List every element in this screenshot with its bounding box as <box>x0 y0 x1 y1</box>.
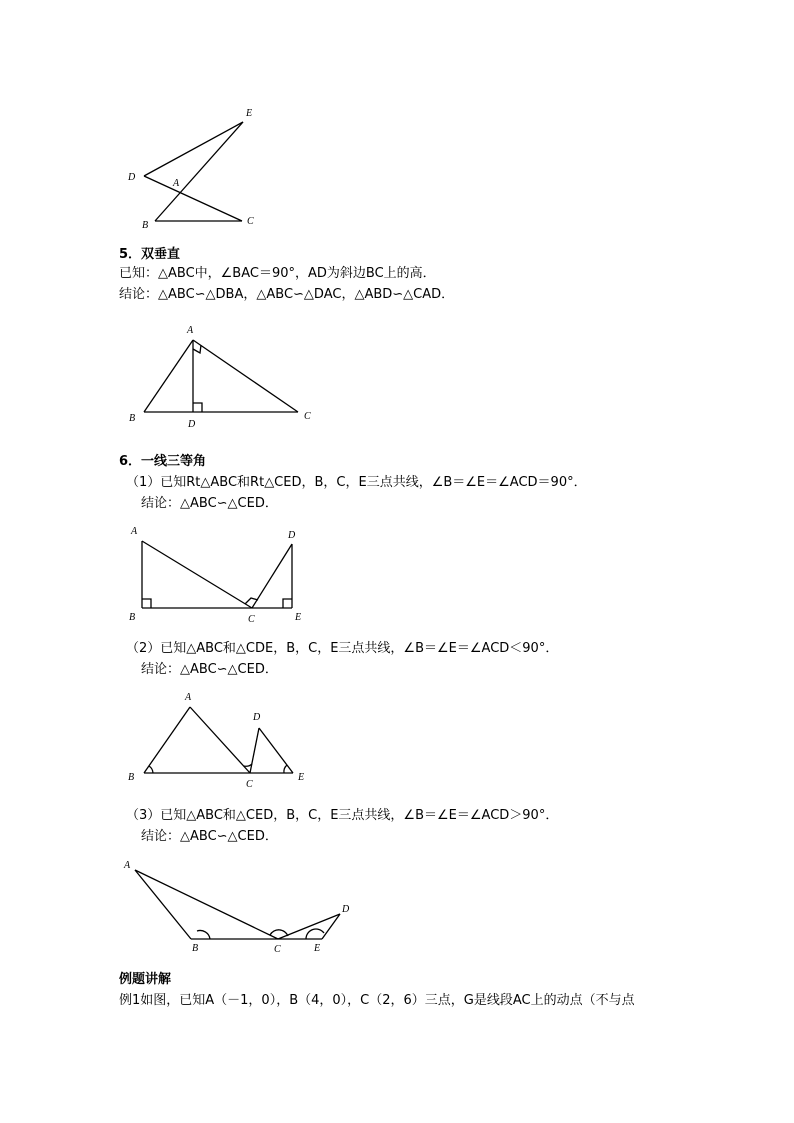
label-D: D <box>128 172 136 183</box>
section-5-conclusion: 结论：△ABC∽△DBA，△ABC∽△DAC，△ABD∽△CAD． <box>119 287 455 302</box>
label-A: A <box>173 178 180 189</box>
segment-AB <box>135 870 191 939</box>
label-C: C <box>247 216 254 227</box>
label-A: A <box>124 860 131 871</box>
label-B: B <box>142 220 149 231</box>
label-E: E <box>246 108 253 119</box>
label-E: E <box>314 943 321 954</box>
label-B: B <box>192 943 199 954</box>
example-1-text: 例1如图，已知A（－1，0），B（4，0），C（2，6）三点，G是线段AC上的动点（不与点 <box>119 993 635 1008</box>
label-A: A <box>187 325 194 336</box>
section-6-part2-known: （2）已知△ABC和△CDE，B，C，E三点共线，∠B＝∠E＝∠ACD＜90°． <box>126 641 559 656</box>
label-E: E <box>295 612 302 623</box>
section-6-part3-conclusion: 结论：△ABC∽△CED． <box>141 829 278 844</box>
example-heading: 例题讲解 <box>119 972 172 987</box>
label-B: B <box>129 612 136 623</box>
section-6-part1-known: （1）已知Rt△ABC和Rt△CED，B，C，E三点共线，∠B＝∠E＝∠ACD＝90°． <box>126 475 587 490</box>
label-D: D <box>288 530 296 541</box>
label-C: C <box>246 779 253 790</box>
label-A: A <box>131 526 138 537</box>
section-6-heading: 6．一线三等角 <box>119 454 207 469</box>
section-5-heading: 5．双垂直 <box>119 247 181 262</box>
label-D: D <box>188 419 196 430</box>
section-6-part1-conclusion: 结论：△ABC∽△CED． <box>141 496 278 511</box>
angle-mark-B <box>197 931 210 939</box>
label-D: D <box>342 904 350 915</box>
label-B: B <box>129 413 136 424</box>
label-C: C <box>304 411 311 422</box>
label-C: C <box>274 944 281 955</box>
angle-mark-E <box>306 929 324 939</box>
label-E: E <box>298 772 305 783</box>
section-5-known: 已知：△ABC中，∠BAC＝90°，AD为斜边BC上的高． <box>119 266 436 281</box>
section-6-part2-conclusion: 结论：△ABC∽△CED． <box>141 662 278 677</box>
label-C: C <box>248 614 255 625</box>
section-6-part3-known: （3）已知△ABC和△CED，B，C，E三点共线，∠B＝∠E＝∠ACD＞90°． <box>126 808 559 823</box>
segment-AC <box>135 870 278 939</box>
angle-mark-ACD <box>270 930 288 936</box>
label-A: A <box>185 692 192 703</box>
label-B: B <box>128 772 135 783</box>
label-D: D <box>253 712 261 723</box>
